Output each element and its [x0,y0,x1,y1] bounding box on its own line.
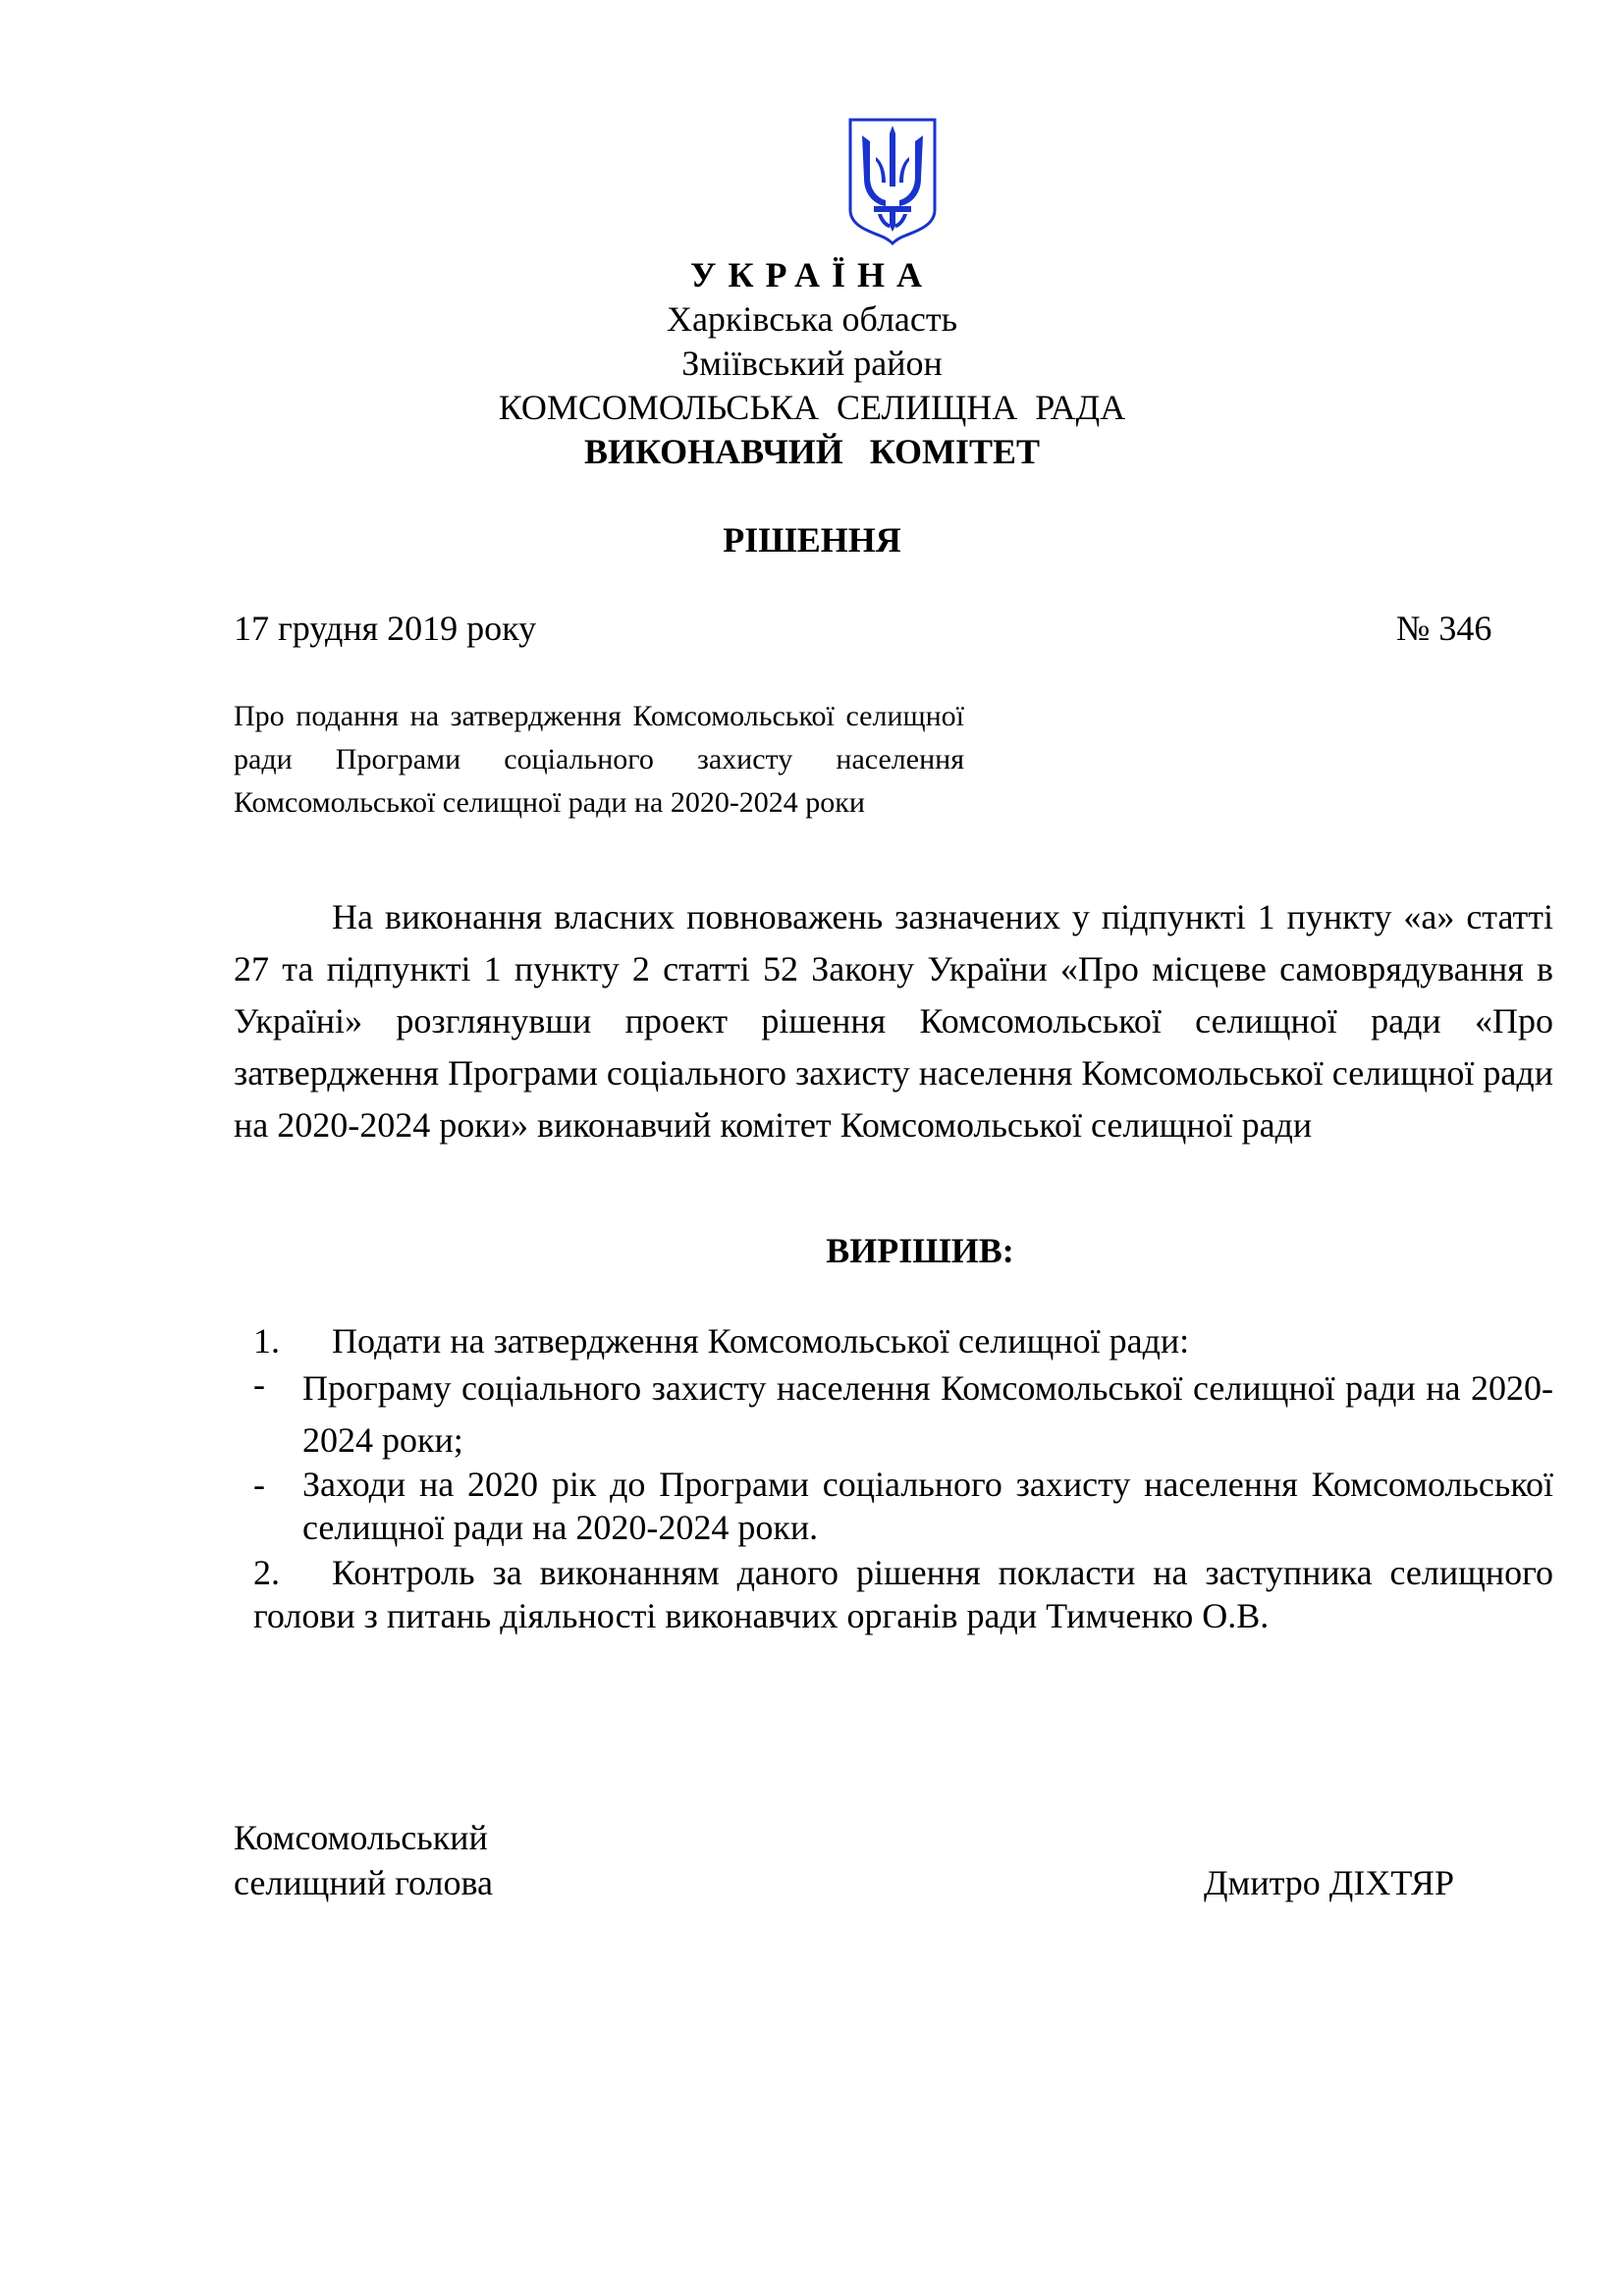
list-item [0,1551,1624,1639]
list-item [0,1362,1624,1467]
list-marker: - [253,1465,265,1504]
list-item [0,1319,1624,1362]
list-item [0,1463,1624,1551]
council-line: КОМСОМОЛЬСЬКА СЕЛИЩНА РАДА [498,388,1126,427]
country-title: УКРАЇНА [690,255,934,294]
list-marker: 2. [253,1553,280,1592]
document-date: 17 грудня 2019 року [234,609,537,648]
list-text: Заходи на 2020 рік до Програми соціального захисту населення Комсомольської селищної ради на 2020-2024 роки. [302,1465,1553,1547]
preamble-paragraph: На виконання власних повноважень зазначених у підпункті 1 пункту «а» статті 27 та підпункті 1 пункту 2 статті 52 Закону України «Про місцеве самоврядування в Україні» розглянувши проект рішення Комсомольської селищної ради «Про затвердження Програми соціального захисту населення Комсомольської селищної ради на 2020-2024 роки» виконавчий комітет Комсомольської селищної ради [234,897,1553,1145]
signature-position-line2: селищний голова [234,1863,494,1902]
coat-of-arms-icon [846,116,939,245]
signature-position-line1: Комсомольський [234,1818,488,1857]
district-line: Зміївський район [681,344,943,383]
list-text: Програму соціального захисту населення Комсомольської селищної ради на 2020-2024 роки; [302,1368,1553,1460]
list-text: Контроль за виконанням даного рішення покласти на заступника селищного голови з питань діяльності виконавчих органів ради Тимченко О.В. [253,1553,1553,1635]
region-line: Харківська область [666,299,958,339]
list-marker: 1. [253,1321,280,1361]
signature-name: Дмитро ДІХТЯР [1204,1863,1454,1902]
list-marker: - [253,1364,265,1404]
document-type: РІШЕННЯ [723,520,901,560]
decided-heading: ВИРІШИВ: [826,1231,1014,1270]
document-subject: Про подання на затвердження Комсомольської селищної ради Програми соціального захисту населення Комсомольської селищної ради на 2020-2024 роки [234,700,964,819]
committee-line: ВИКОНАВЧИЙ КОМІТЕТ [583,432,1041,471]
list-text: Подати на затвердження Комсомольської селищної ради: [332,1321,1190,1361]
document-number: № 346 [1396,609,1492,648]
